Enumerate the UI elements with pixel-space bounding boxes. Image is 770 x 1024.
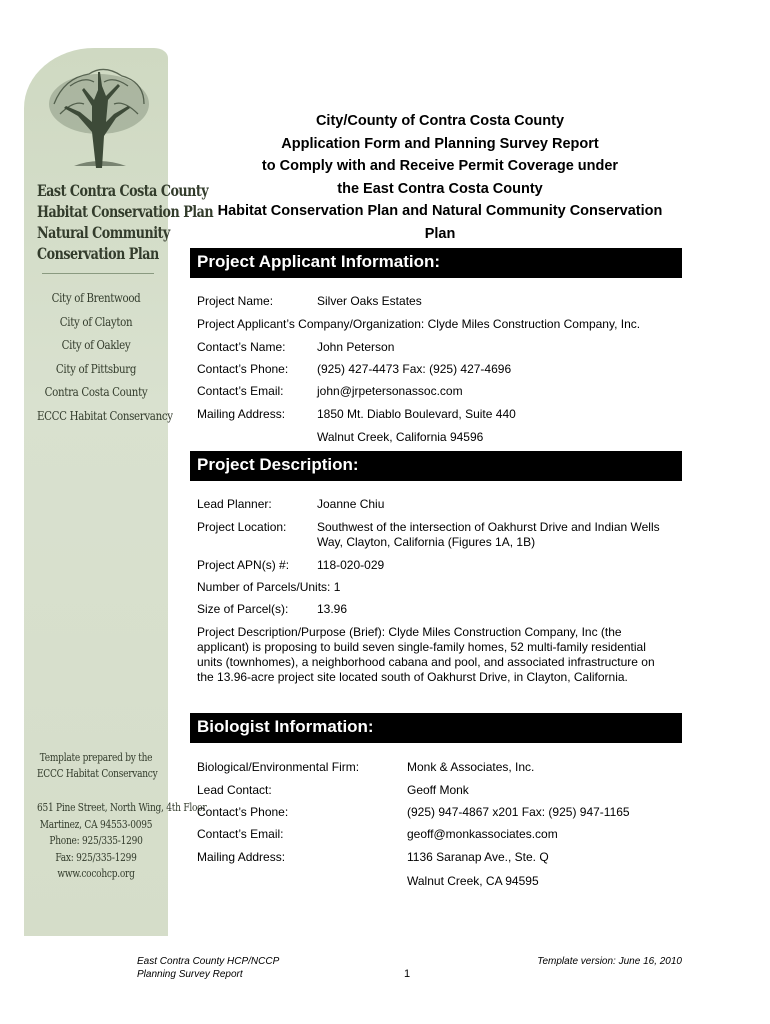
sidebar-city-item: ECCC Habitat Conservancy (36, 407, 173, 423)
title-line: the East Contra Costa County (337, 180, 543, 197)
section-heading-biologist: Biologist Information: (190, 713, 682, 743)
sidebar-address-line: 651 Pine Street, North Wing, 4th Floor (36, 801, 207, 814)
biologist-phone-value: (925) 947-4867 x201 Fax: (925) 947-1165 (407, 805, 630, 819)
parcels-line: Number of Parcels/Units: 1 (197, 580, 341, 594)
sidebar-city-item: City of Pittsburg (55, 360, 137, 376)
sidebar-title-line: Natural Community (36, 223, 170, 242)
sidebar-title-line: East Contra Costa County (36, 181, 209, 200)
project-location-line2: Way, Clayton, California (Figures 1A, 1B) (317, 535, 536, 549)
description-line: Project Description/Purpose (Brief): Clyde Miles Construction Company, Inc (the (197, 625, 622, 639)
sidebar-city-item: City of Oakley (61, 337, 131, 352)
project-description-paragraph (197, 625, 687, 685)
page-number: 1 (404, 968, 411, 980)
sidebar-city-item: City of Brentwood (51, 290, 141, 305)
sidebar-divider (42, 273, 154, 274)
sidebar-city-list (36, 286, 173, 427)
footer-left (137, 955, 279, 981)
biologist-email-value: geoff@monkassociates.com (407, 827, 558, 841)
project-apn-label: Project APN(s) #: (197, 558, 290, 572)
parcel-size-label: Size of Parcel(s): (197, 602, 289, 616)
sidebar-address-line: Phone: 925/335-1290 (49, 834, 143, 847)
project-apn-value: 118-020-029 (317, 558, 385, 572)
title-line: Plan (424, 225, 456, 242)
project-name-label: Project Name: (197, 294, 274, 308)
document-title (190, 110, 690, 245)
sidebar-title-line: Habitat Conservation Plan (36, 202, 214, 221)
mailing-address-line1: 1850 Mt. Diablo Boulevard, Suite 440 (317, 407, 516, 421)
biologist-mailing-line2: Walnut Creek, CA 94595 (407, 874, 539, 888)
contact-phone-value: (925) 427-4473 Fax: (925) 427-4696 (317, 362, 512, 376)
contact-name-label: Contact’s Name: (197, 340, 286, 354)
footer-template-version: Template version: June 16, 2010 (537, 956, 682, 967)
sidebar-website-link: www.cocohcp.org (57, 867, 135, 880)
project-name-value: Silver Oaks Estates (317, 294, 422, 308)
project-location-line1: Southwest of the intersection of Oakhurst Drive and Indian Wells (317, 520, 660, 534)
sidebar-city-item: City of Clayton (59, 313, 133, 329)
contact-phone-label: Contact’s Phone: (197, 362, 289, 376)
sidebar-plan-title (36, 180, 214, 264)
biologist-phone-label: Contact’s Phone: (197, 805, 289, 819)
sidebar-title-line: Conservation Plan (36, 244, 159, 263)
firm-value: Monk & Associates, Inc. (407, 760, 535, 774)
contact-email-value: john@jrpetersonassoc.com (317, 384, 463, 398)
biologist-mailing-line1: 1136 Saranap Ave., Ste. Q (407, 850, 549, 864)
company-line: Project Applicant’s Company/Organization: Clyde Miles Construction Company, Inc. (197, 317, 641, 331)
oak-tree-icon (44, 56, 154, 176)
biologist-email-label: Contact’s Email: (197, 827, 284, 841)
sidebar-template-line: Template prepared by the (39, 751, 153, 764)
sidebar-address-line: Martinez, CA 94553-0095 (39, 817, 153, 831)
title-line: City/County of Contra Costa County (315, 113, 565, 129)
mailing-address-line2: Walnut Creek, California 94596 (317, 430, 484, 444)
lead-planner-value: Joanne Chiu (317, 497, 385, 511)
lead-contact-value: Geoff Monk (407, 783, 469, 797)
footer-report-name: Planning Survey Report (137, 969, 243, 980)
title-line: Application Form and Planning Survey Report (281, 135, 599, 152)
description-line: the 13.96-acre project site located south of Oakhurst Drive, in Clayton, California. (197, 670, 628, 684)
sidebar-city-item: Contra Costa County (44, 384, 148, 399)
lead-planner-label: Lead Planner: (197, 497, 272, 511)
description-line: units (townhomes), a neighborhood cabana and pool, and associated infrastructure on (197, 655, 655, 669)
lead-contact-label: Lead Contact: (197, 783, 272, 797)
sidebar-address-line: Fax: 925/335-1299 (55, 850, 137, 864)
sidebar-panel (24, 48, 214, 936)
contact-name-value: John Peterson (317, 340, 395, 354)
mailing-address-label: Mailing Address: (197, 407, 286, 421)
biologist-mailing-label: Mailing Address: (197, 850, 286, 864)
description-line: applicant) is proposing to build seven single-family homes, 52 multi-family residential (197, 640, 646, 654)
contact-email-label: Contact’s Email: (197, 384, 284, 398)
firm-label: Biological/Environmental Firm: (197, 760, 360, 774)
sidebar-template-credit (36, 750, 158, 782)
sidebar-address-block (36, 800, 207, 883)
sidebar-template-line: ECCC Habitat Conservancy (36, 767, 158, 780)
title-line: Habitat Conservation Plan and Natural Community Conservation (217, 203, 663, 219)
title-line: to Comply with and Receive Permit Coverage under (261, 158, 619, 174)
parcel-size-value: 13.96 (317, 602, 348, 616)
footer-plan-name: East Contra County HCP/NCCP (137, 956, 280, 967)
section-heading-description: Project Description: (190, 451, 682, 481)
section-heading-applicant: Project Applicant Information: (190, 248, 682, 278)
project-location-label: Project Location: (197, 520, 287, 534)
